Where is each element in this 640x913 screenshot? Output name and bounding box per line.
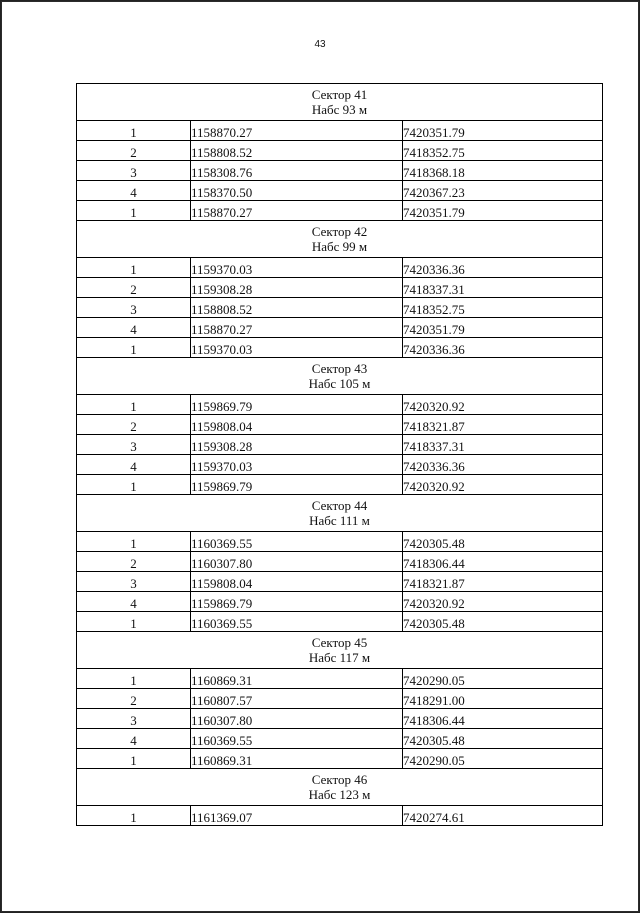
point-y: 7420290.05 xyxy=(403,749,603,769)
point-number: 4 xyxy=(77,729,191,749)
point-number: 2 xyxy=(77,278,191,298)
point-x: 1158870.27 xyxy=(191,318,403,338)
sector-header xyxy=(77,632,603,669)
point-x: 1160307.80 xyxy=(191,709,403,729)
sector-height: Набс 105 м xyxy=(308,376,371,391)
sector-height: Набс 117 м xyxy=(308,650,371,665)
table-row xyxy=(77,532,603,552)
point-y: 7418337.31 xyxy=(403,278,603,298)
point-number: 1 xyxy=(77,121,191,141)
point-y: 7420320.92 xyxy=(403,475,603,495)
point-number: 3 xyxy=(77,709,191,729)
table-row xyxy=(77,709,603,729)
table-row xyxy=(77,572,603,592)
point-x: 1160369.55 xyxy=(191,729,403,749)
point-number: 1 xyxy=(77,612,191,632)
point-number: 4 xyxy=(77,181,191,201)
point-x: 1158870.27 xyxy=(191,121,403,141)
point-y: 7418352.75 xyxy=(403,298,603,318)
table-row xyxy=(77,435,603,455)
point-y: 7420367.23 xyxy=(403,181,603,201)
point-number: 1 xyxy=(77,806,191,826)
point-x: 1159370.03 xyxy=(191,338,403,358)
point-number: 1 xyxy=(77,532,191,552)
point-y: 7420274.61 xyxy=(403,806,603,826)
sector-header xyxy=(77,769,603,806)
table-row xyxy=(77,298,603,318)
table-row xyxy=(77,552,603,572)
sector-title: Сектор 42 xyxy=(311,224,368,239)
point-x: 1160869.31 xyxy=(191,669,403,689)
sector-header-cell xyxy=(77,769,603,806)
sector-title: Сектор 43 xyxy=(311,361,368,376)
point-number: 3 xyxy=(77,298,191,318)
table-row xyxy=(77,258,603,278)
point-number: 3 xyxy=(77,572,191,592)
table-row xyxy=(77,121,603,141)
table-row xyxy=(77,395,603,415)
sector-header-cell xyxy=(77,84,603,121)
point-number: 1 xyxy=(77,258,191,278)
sector-header-cell xyxy=(77,495,603,532)
point-number: 2 xyxy=(77,415,191,435)
table-row xyxy=(77,278,603,298)
point-number: 1 xyxy=(77,201,191,221)
point-y: 7420336.36 xyxy=(403,455,603,475)
point-x: 1160807.57 xyxy=(191,689,403,709)
point-x: 1159808.04 xyxy=(191,572,403,592)
point-x: 1161369.07 xyxy=(191,806,403,826)
sector-title: Сектор 44 xyxy=(311,498,368,513)
point-number: 2 xyxy=(77,552,191,572)
point-y: 7418291.00 xyxy=(403,689,603,709)
point-number: 4 xyxy=(77,318,191,338)
point-y: 7420336.36 xyxy=(403,338,603,358)
point-number: 1 xyxy=(77,669,191,689)
point-y: 7418352.75 xyxy=(403,141,603,161)
coordinates-table xyxy=(76,83,603,826)
table-row xyxy=(77,141,603,161)
sector-title: Сектор 46 xyxy=(311,772,368,787)
point-x: 1159808.04 xyxy=(191,415,403,435)
point-number: 3 xyxy=(77,161,191,181)
point-y: 7420320.92 xyxy=(403,592,603,612)
sector-header-cell xyxy=(77,632,603,669)
point-x: 1159370.03 xyxy=(191,258,403,278)
point-y: 7420351.79 xyxy=(403,318,603,338)
point-x: 1158808.52 xyxy=(191,298,403,318)
sector-header xyxy=(77,221,603,258)
point-number: 4 xyxy=(77,455,191,475)
point-number: 1 xyxy=(77,338,191,358)
table-row xyxy=(77,201,603,221)
sector-header xyxy=(77,84,603,121)
point-y: 7420305.48 xyxy=(403,729,603,749)
point-x: 1160369.55 xyxy=(191,532,403,552)
point-y: 7418321.87 xyxy=(403,572,603,592)
point-y: 7420336.36 xyxy=(403,258,603,278)
point-y: 7418321.87 xyxy=(403,415,603,435)
table-row xyxy=(77,318,603,338)
point-y: 7420351.79 xyxy=(403,201,603,221)
sector-title: Сектор 45 xyxy=(311,635,368,650)
point-x: 1160369.55 xyxy=(191,612,403,632)
document-page xyxy=(1,1,639,912)
point-number: 2 xyxy=(77,141,191,161)
point-y: 7420351.79 xyxy=(403,121,603,141)
table-row xyxy=(77,161,603,181)
table-row xyxy=(77,181,603,201)
table-row xyxy=(77,729,603,749)
point-x: 1160869.31 xyxy=(191,749,403,769)
point-number: 1 xyxy=(77,749,191,769)
table-row xyxy=(77,749,603,769)
table-row xyxy=(77,415,603,435)
point-x: 1158370.50 xyxy=(191,181,403,201)
point-number: 2 xyxy=(77,689,191,709)
point-y: 7418306.44 xyxy=(403,552,603,572)
point-y: 7418368.18 xyxy=(403,161,603,181)
table-row xyxy=(77,612,603,632)
point-y: 7420305.48 xyxy=(403,532,603,552)
point-y: 7420305.48 xyxy=(403,612,603,632)
table-row xyxy=(77,806,603,826)
point-number: 1 xyxy=(77,475,191,495)
page-number: 43 xyxy=(314,39,326,50)
point-x: 1158808.52 xyxy=(191,141,403,161)
point-x: 1159869.79 xyxy=(191,592,403,612)
sector-title: Сектор 41 xyxy=(311,87,368,102)
sector-header xyxy=(77,495,603,532)
sector-height: Набс 123 м xyxy=(308,787,371,802)
table-row xyxy=(77,455,603,475)
point-y: 7418306.44 xyxy=(403,709,603,729)
sector-height: Набс 93 м xyxy=(311,102,368,117)
point-x: 1159308.28 xyxy=(191,435,403,455)
sector-header-cell xyxy=(77,358,603,395)
sector-height: Набс 99 м xyxy=(311,239,368,254)
table-row xyxy=(77,338,603,358)
sector-height: Набс 111 м xyxy=(309,513,370,528)
point-number: 1 xyxy=(77,395,191,415)
point-y: 7420290.05 xyxy=(403,669,603,689)
point-number: 3 xyxy=(77,435,191,455)
point-y: 7420320.92 xyxy=(403,395,603,415)
table-row xyxy=(77,475,603,495)
point-x: 1160307.80 xyxy=(191,552,403,572)
point-x: 1158870.27 xyxy=(191,201,403,221)
point-x: 1158308.76 xyxy=(191,161,403,181)
point-y: 7418337.31 xyxy=(403,435,603,455)
table-row xyxy=(77,689,603,709)
table-row xyxy=(77,592,603,612)
point-x: 1159370.03 xyxy=(191,455,403,475)
point-x: 1159308.28 xyxy=(191,278,403,298)
coordinates-table-body xyxy=(77,84,603,826)
point-number: 4 xyxy=(77,592,191,612)
table-row xyxy=(77,669,603,689)
sector-header xyxy=(77,358,603,395)
sector-header-cell xyxy=(77,221,603,258)
point-x: 1159869.79 xyxy=(191,395,403,415)
point-x: 1159869.79 xyxy=(191,475,403,495)
